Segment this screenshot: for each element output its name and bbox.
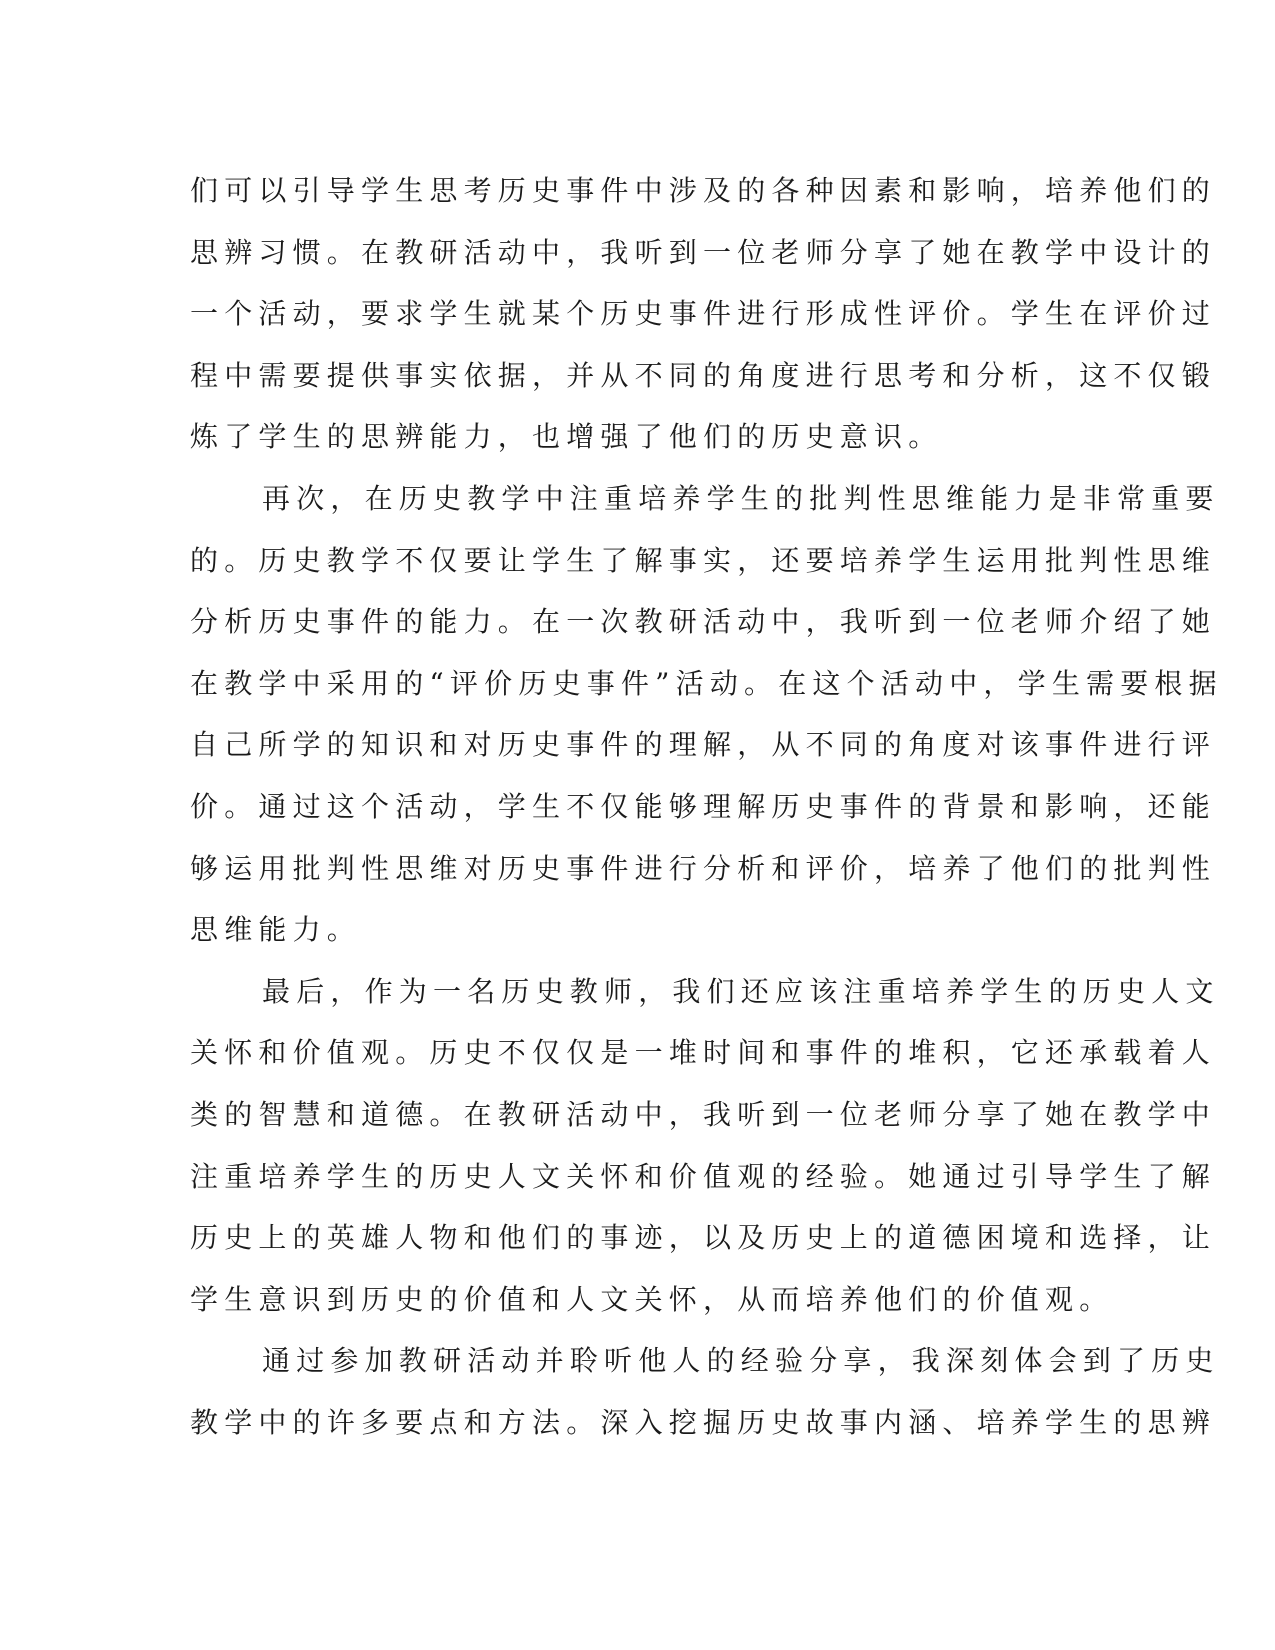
text-line: 的。历史教学不仅要让学生了解事实，还要培养学生运用批判性思维	[190, 543, 1217, 577]
text-line: 在教学中采用的“评价历史事件”活动。在这个活动中，学生需要根据	[190, 666, 1223, 700]
paragraph-first-line: 最后，作为一名历史教师，我们还应该注重培养学生的历史人文	[262, 974, 1220, 1008]
text-line: 分析历史事件的能力。在一次教研活动中，我听到一位老师介绍了她	[190, 605, 1217, 639]
body-text	[190, 160, 1223, 1453]
text-line: 价。通过这个活动，学生不仅能够理解历史事件的背景和影响，还能	[190, 789, 1217, 823]
text-line: 一个活动，要求学生就某个历史事件进行形成性评价。学生在评价过	[190, 297, 1217, 331]
paragraph-first-line: 再次，在历史教学中注重培养学生的批判性思维能力是非常重要	[262, 481, 1220, 515]
text-line: 够运用批判性思维对历史事件进行分析和评价，培养了他们的批判性	[190, 851, 1217, 885]
text-line: 关怀和价值观。历史不仅仅是一堆时间和事件的堆积，它还承载着人	[190, 1036, 1217, 1070]
text-line: 历史上的英雄人物和他们的事迹，以及历史上的道德困境和选择，让	[190, 1221, 1217, 1255]
text-line: 教学中的许多要点和方法。深入挖掘历史故事内涵、培养学生的思辨	[190, 1405, 1217, 1439]
text-line: 程中需要提供事实依据，并从不同的角度进行思考和分析，这不仅锻	[190, 358, 1217, 392]
text-line: 炼了学生的思辨能力，也增强了他们的历史意识。	[190, 420, 943, 454]
text-line: 自己所学的知识和对历史事件的理解，从不同的角度对该事件进行评	[190, 728, 1217, 762]
text-line: 思维能力。	[190, 913, 362, 947]
text-line: 学生意识到历史的价值和人文关怀，从而培养他们的价值观。	[190, 1282, 1114, 1316]
text-line: 思辨习惯。在教研活动中，我听到一位老师分享了她在教学中设计的	[190, 235, 1217, 269]
text-line: 注重培养学生的历史人文关怀和价值观的经验。她通过引导学生了解	[190, 1159, 1217, 1193]
text-line: 们可以引导学生思考历史事件中涉及的各种因素和影响，培养他们的	[190, 174, 1217, 207]
text-line: 类的智慧和道德。在教研活动中，我听到一位老师分享了她在教学中	[190, 1097, 1217, 1131]
paragraph-first-line: 通过参加教研活动并聆听他人的经验分享，我深刻体会到了历史	[262, 1344, 1220, 1378]
